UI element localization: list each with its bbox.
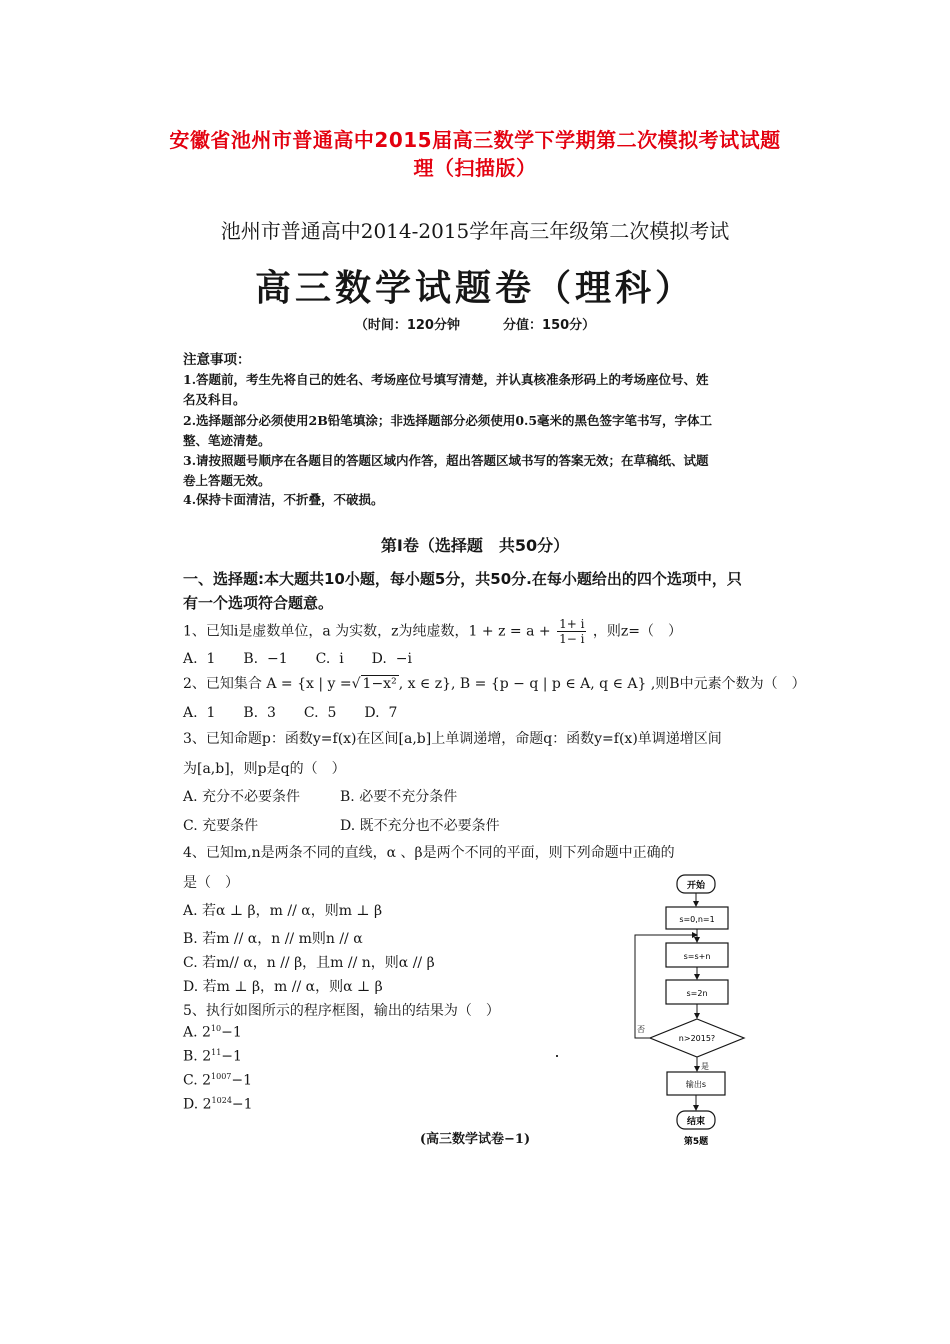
note-item-3-line2: 卷上答题无效。 xyxy=(183,473,271,488)
q4-option-b: B. 若m // α，n // m则n // α xyxy=(183,931,363,947)
time-label: （时间：120分钟 xyxy=(354,318,460,333)
flowchart-step1-label: s=s+n xyxy=(683,952,711,961)
exam-title: 高三数学试题卷（理科） xyxy=(254,268,695,309)
q3-option-d: D. 既不充分也不必要条件 xyxy=(340,818,500,834)
q1-stem-end: ，则z=（ ） xyxy=(592,623,682,640)
flowchart-init-label: s=0,n=1 xyxy=(679,915,715,924)
q2-stem: 2、已知集合 A = {x | y = xyxy=(183,676,352,692)
question-5: 5、执行如图所示的程序框图，输出的结果为（ ） xyxy=(183,1003,500,1019)
q5-option-a: A. $2^{10}-1$ xyxy=(183,1024,242,1041)
q4-option-a: A. 若α ⊥ β，m // α，则m ⊥ β xyxy=(183,903,383,919)
question-1 xyxy=(183,617,682,646)
note-item-3-line1: 3.请按照题号顺序在各题目的答题区域内作答，超出答题区域书写的答案无效；在草稿纸、试题 xyxy=(183,453,709,468)
exam-school-line: 池州市普通高中2014-2015学年高三年级第二次模拟考试 xyxy=(220,219,730,243)
document-title-line1: 安徽省池州市普通高中2015届高三数学下学期第二次模拟考试试题 xyxy=(169,128,781,152)
q2-sqrt-content: 1−x² xyxy=(362,676,397,692)
flowchart-condition-label: n>2015? xyxy=(678,1034,716,1043)
flowchart-step2-label: s=2n xyxy=(686,989,708,998)
section-title: 第Ⅰ卷（选择题 共50分） xyxy=(380,536,570,555)
question-3-line2: 为[a,b]，则p是q的（ ） xyxy=(183,761,346,777)
flowchart-diagram xyxy=(620,866,770,1151)
scan-speck xyxy=(556,1055,558,1057)
q5-option-c: C. $2^{1007}-1$ xyxy=(183,1072,253,1089)
q2-options: A. 1 B. 3 C. 5 D. 7 xyxy=(183,705,398,721)
flowchart-no-label: 否 xyxy=(637,1025,645,1034)
question-4-line1: 4、已知m,n是两条不同的直线，α 、β是两个不同的平面，则下列命题中正确的 xyxy=(183,845,675,861)
question-4-line2: 是（ ） xyxy=(183,875,239,891)
q4-option-c: C. 若m// α，n // β，且m // n，则α // β xyxy=(183,955,435,971)
question-3-line1: 3、已知命题p：函数y=f(x)在区间[a,b]上单调递增，命题q：函数y=f(x)单调递增区间 xyxy=(183,731,722,747)
note-item-2-line1: 2.选择题部分必须使用2B铅笔填涂；非选择题部分必须使用0.5毫米的黑色签字笔书写，字体工 xyxy=(183,413,713,428)
q1-fraction xyxy=(557,617,586,646)
q3-option-a: A. 充分不必要条件 xyxy=(183,789,301,805)
note-item-1-line1: 1.答题前，考生先将自己的姓名、考场座位号填写清楚，并认真核准条形码上的考场座位号、姓 xyxy=(183,372,709,387)
sqrt-symbol: √ xyxy=(351,676,361,692)
q1-fraction-denominator: 1− i xyxy=(559,632,585,646)
q3-option-b: B. 必要不充分条件 xyxy=(340,789,458,805)
section-instructions-line1: 一、选择题:本大题共10小题，每小题5分，共50分.在每小题给出的四个选项中，只 xyxy=(183,570,742,588)
q3-option-c: C. 充要条件 xyxy=(183,818,259,834)
q5-option-d: D. $2^{1024}-1$ xyxy=(183,1096,253,1113)
q1-fraction-numerator: 1+ i xyxy=(559,617,585,631)
section-instructions-line2: 有一个选项符合题意。 xyxy=(183,594,334,612)
note-item-2-line2: 整、笔迹清楚。 xyxy=(183,433,271,448)
q1-stem: 1、已知i是虚数单位，a 为实数，z为纯虚数，1 + z = a + xyxy=(183,623,551,640)
flowchart-caption: 第5题 xyxy=(683,1137,709,1147)
q2-stem-end: , x ∈ z}, B = {p − q | p ∈ A, q ∈ A} ,则B中元素个数为（ ） xyxy=(398,676,806,692)
exam-meta xyxy=(0,314,950,333)
note-item-4: 4.保持卡面清洁，不折叠，不破损。 xyxy=(183,492,384,507)
note-item-1-line2: 名及科目。 xyxy=(183,392,246,407)
score-label: 分值：150分） xyxy=(503,318,596,333)
document-title-line2: 理（扫描版） xyxy=(413,156,537,180)
question-2 xyxy=(183,673,806,693)
page-footer: (高三数学试卷−1) xyxy=(419,1132,531,1147)
q5-option-b: B. $2^{11}-1$ xyxy=(183,1048,242,1065)
flowchart-end-label: 结束 xyxy=(686,1117,706,1127)
notes-heading: 注意事项： xyxy=(183,352,251,368)
flowchart-start-label: 开始 xyxy=(686,881,706,891)
flowchart-output-label: 输出s xyxy=(685,1080,707,1089)
q1-options: A. 1 B. −1 C. i D. −i xyxy=(183,651,412,667)
flowchart-yes-label: 是 xyxy=(701,1062,709,1071)
q4-option-d: D. 若m ⊥ β，m // α，则α ⊥ β xyxy=(183,979,383,995)
